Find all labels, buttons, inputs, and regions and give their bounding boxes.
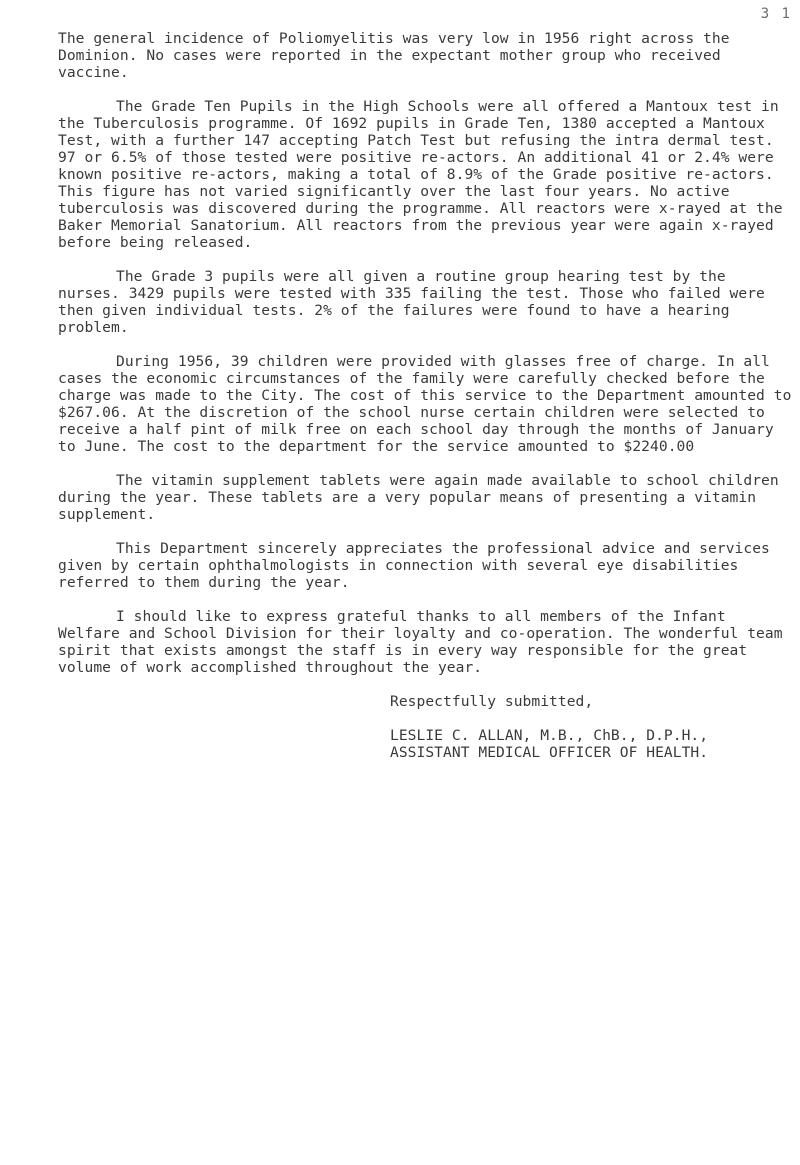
paragraph-glasses-milk: During 1956, 39 children were provided with glasses free of charge. In all cases the economic circumstances of the family were carefully checked before the charge was made to the City. The cost of this service to the Department amounted to $267.06. At the discretion of the school nurse certain children were selected to receive a half pint of milk free on each school day through the months of January to June. The cost to the department for the service amounted to $2240.00	[58, 353, 792, 455]
page-number: 3 1	[760, 6, 792, 22]
document-body	[58, 30, 793, 761]
paragraph-tuberculosis: The Grade Ten Pupils in the High Schools were all offered a Mantoux test in the Tuberculosis programme. Of 1692 pupils in Grade Ten, 1380 accepted a Mantoux Test, with a further 147 accepting Patch Test but refusing the intra dermal test. 97 or 6.5% of those tested were positive re-actors. An additional 41 or 2.4% were known positive re-actors, making a total of 8.9% of the Grade positive re-actors. This figure has not varied significantly over the last four years. No active tuberculosis was discovered during the programme. All reactors were x-rayed at the Baker Memorial Sanatorium. All reactors from the previous year were again x-rayed before being released.	[58, 98, 783, 251]
signature-name: LESLIE C. ALLAN, M.B., ChB., D.P.H.,	[390, 727, 709, 744]
signature-title: ASSISTANT MEDICAL OFFICER OF HEALTH.	[390, 744, 709, 761]
paragraph-vitamin: The vitamin supplement tablets were again made available to school children during the year. These tablets are a very popular means of presenting a vitamin supplement.	[58, 472, 779, 523]
paragraph-thanks: I should like to express grateful thanks to all members of the Infant Welfare and School Division for their loyalty and co-operation. The wonderful team spirit that exists amongst the staff is in every way responsible for the great volume of work accomplished throughout the year.	[58, 608, 783, 676]
paragraph-ophthalmologists: This Department sincerely appreciates the professional advice and services given by certain ophthalmologists in connection with several eye disabilities referred to them during the year.	[58, 540, 770, 591]
closing-salutation: Respectfully submitted,	[390, 693, 594, 710]
paragraph-hearing-test: The Grade 3 pupils were all given a routine group hearing test by the nurses. 3429 pupils were tested with 335 failing the test. Those who failed were then given individual tests. 2% of the failures were found to have a hearing problem.	[58, 268, 765, 336]
paragraph-poliomyelitis: The general incidence of Poliomyelitis was very low in 1956 right across the Dominion. No cases were reported in the expectant mother group who received vaccine.	[58, 30, 730, 81]
